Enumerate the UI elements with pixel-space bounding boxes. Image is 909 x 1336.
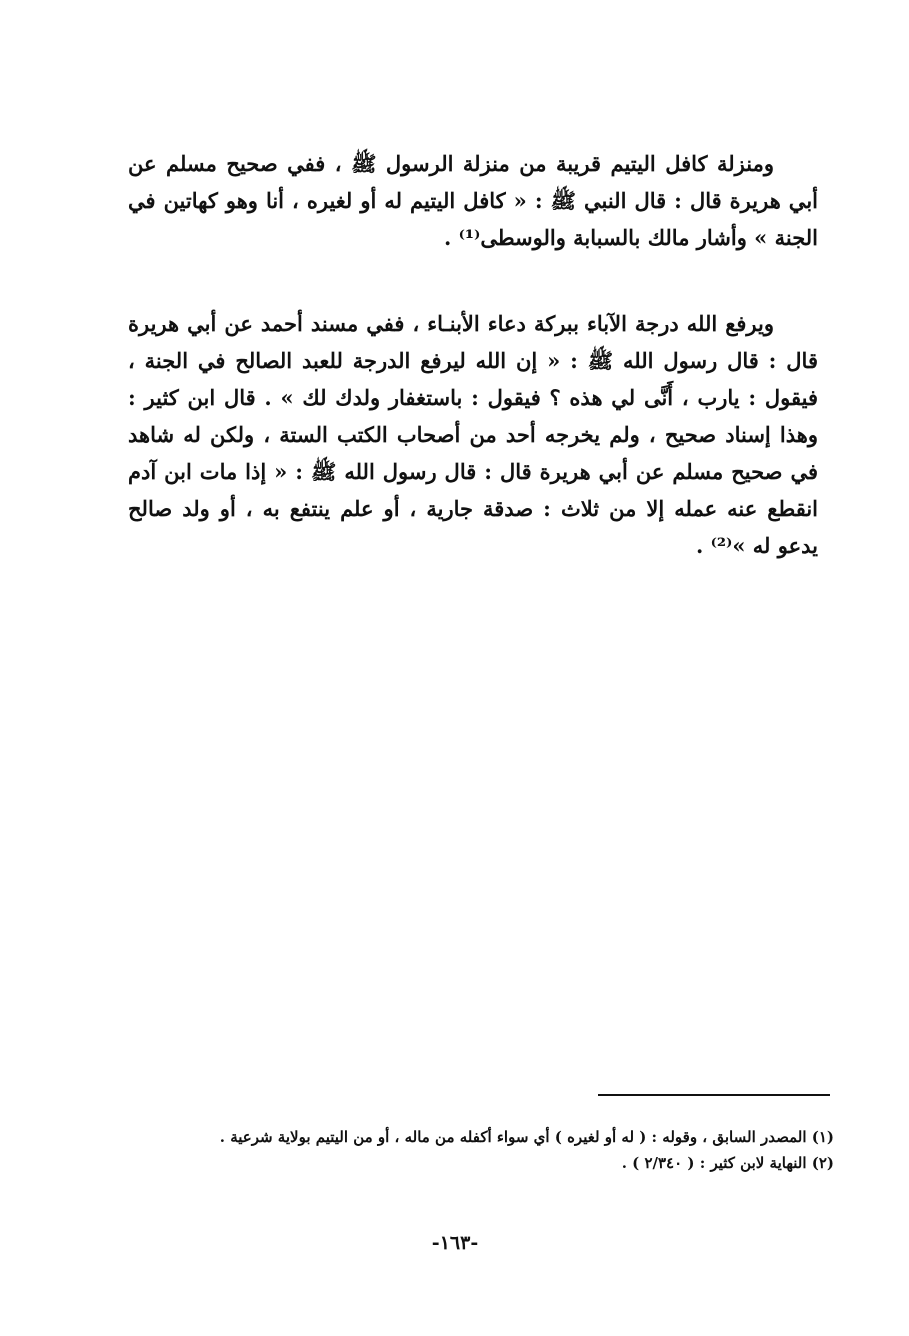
footnotes xyxy=(128,1124,834,1176)
footnote-divider xyxy=(598,1094,830,1096)
footnote-1: (١) المصدر السابق ، وقوله : ( له أو لغيره ) أي سواء أكفله من ماله ، أو من اليتيم بولاية شرعية . xyxy=(219,1128,834,1146)
body-paragraph-1: ومنزلة كافل اليتيم قريبة من منزلة الرسول ﷺ ، ففي صحيح مسلم عن أبي هريرة قال : قال النبي ﷺ : « كافل اليتيم له أو لغيره ، أنا وهو كهاتين في الجنة » وأشار مالك بالسبابة والوسطى⁽¹⁾ . xyxy=(128,151,818,250)
page-number: -١٦٣- xyxy=(431,1232,479,1254)
body-paragraph-2: ويرفع الله درجة الآباء ببركة دعاء الأبنـاء ، ففي مسند أحمد عن أبي هريرة قال : قال رسول الله ﷺ : « إن الله ليرفع الدرجة للعبد الصالح في الجنة ، فيقول : يارب ، أَنَّى لي هذه ؟ فيقول : باستغفار ولدك لك » . قال ابن كثير : وهذا إسناد صحيح ، ولم يخرجه أحد من أصحاب الكتب الستة ، ولكن له شاهد في صحيح مسلم عن أبي هريرة قال : قال رسول الله ﷺ : « إذا مات ابن آدم انقطع عنه عمله إلا من ثلاث : صدقة جارية ، أو علم ينتفع به ، أو ولد صالح يدعو له »⁽²⁾ . xyxy=(128,311,818,558)
footnote-2: (٢) النهاية لابن كثير : ( ٢/٣٤٠ ) . xyxy=(621,1154,834,1172)
